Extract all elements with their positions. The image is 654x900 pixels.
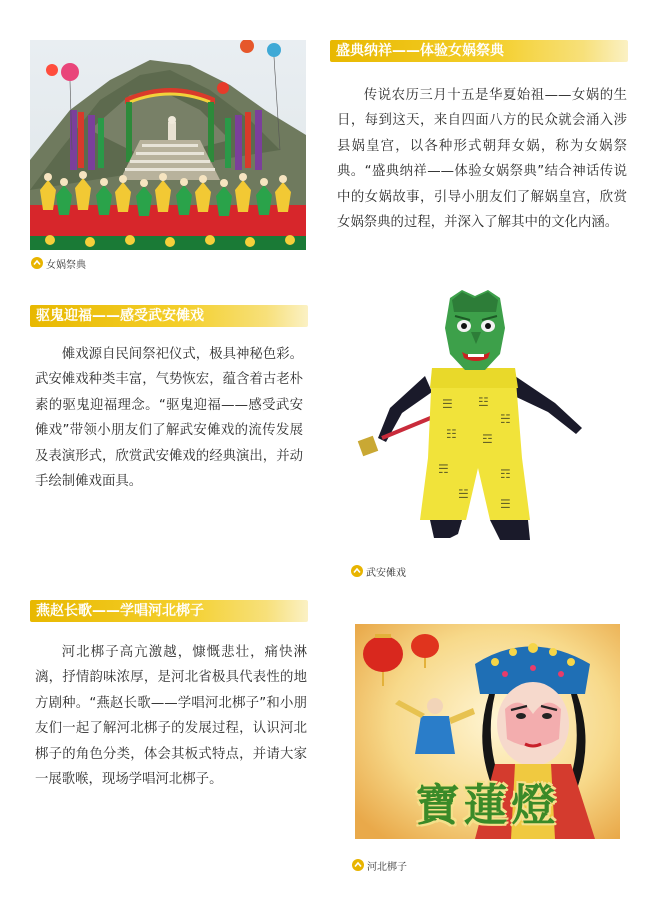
section-heading-nuo: 驱鬼迎福——感受武安傩戏 (30, 305, 308, 327)
bangzi-poster-photo (355, 624, 620, 839)
section-body-bangzi: 河北梆子高亢激越，慷慨悲壮，痛快淋漓，抒情韵味浓厚，是河北省极具代表性的地方剧种。“燕赵长歌——学唱河北梆子”和小朋友们一起了解河北梆子的发展过程，认识河北梆子的角色分类，体会其板式特点，并请大家一展歌喉，现场学唱河北梆子。 (35, 645, 307, 788)
section-body-nuo: 傩戏源自民间祭祀仪式，极具神秘色彩。武安傩戏种类丰富，气势恢宏，蕴含着古老朴素的驱鬼迎福理念。“驱鬼迎福——感受武安傩戏”带领小朋友们了解武安傩戏的流传发展及表演形式，欣赏武安傩戏的经典演出，并动手绘制傩戏面具。 (35, 347, 303, 490)
svg-text:☰: ☰ (500, 497, 511, 511)
poster-title-text: 寶蓮燈 (415, 780, 560, 831)
svg-text:☷: ☷ (446, 427, 457, 441)
nuwa-photo-caption (31, 256, 86, 270)
caption-marker-icon (31, 257, 43, 269)
caption-marker-icon (352, 859, 364, 871)
nuo-opera-photo (350, 288, 600, 550)
nuo-photo-caption (351, 564, 406, 578)
svg-text:☵: ☵ (500, 412, 511, 426)
nuwa-ceremony-photo (30, 40, 306, 250)
svg-text:☶: ☶ (500, 467, 511, 481)
section-heading-nuwa: 盛典纳祥——体验女娲祭典 (330, 40, 628, 62)
caption-text: 河北梆子 (367, 861, 407, 873)
section-body-nuwa: 传说农历三月十五是华夏始祖——女娲的生日，每到这天，来自四面八方的民众就会涌入涉县娲皇宫，以各种形式朝拜女娲，称为女娲祭典。“盛典纳祥——体验女娲祭典”结合神话传说中的女娲故事，引导小朋友们了解娲皇宫，欣赏女娲祭典的过程，并深入了解其中的文化内涵。 (337, 88, 627, 231)
svg-text:☳: ☳ (478, 395, 489, 409)
caption-text: 武安傩戏 (366, 567, 406, 579)
section-heading-bangzi: 燕赵长歌——学唱河北梆子 (30, 600, 308, 622)
bangzi-photo-caption (352, 858, 407, 872)
caption-marker-icon (351, 565, 363, 577)
caption-text: 女娲祭典 (46, 259, 86, 271)
svg-text:☴: ☴ (438, 462, 449, 476)
svg-text:☱: ☱ (458, 487, 469, 501)
svg-text:☲: ☲ (482, 432, 493, 446)
svg-text:☰: ☰ (442, 397, 453, 411)
